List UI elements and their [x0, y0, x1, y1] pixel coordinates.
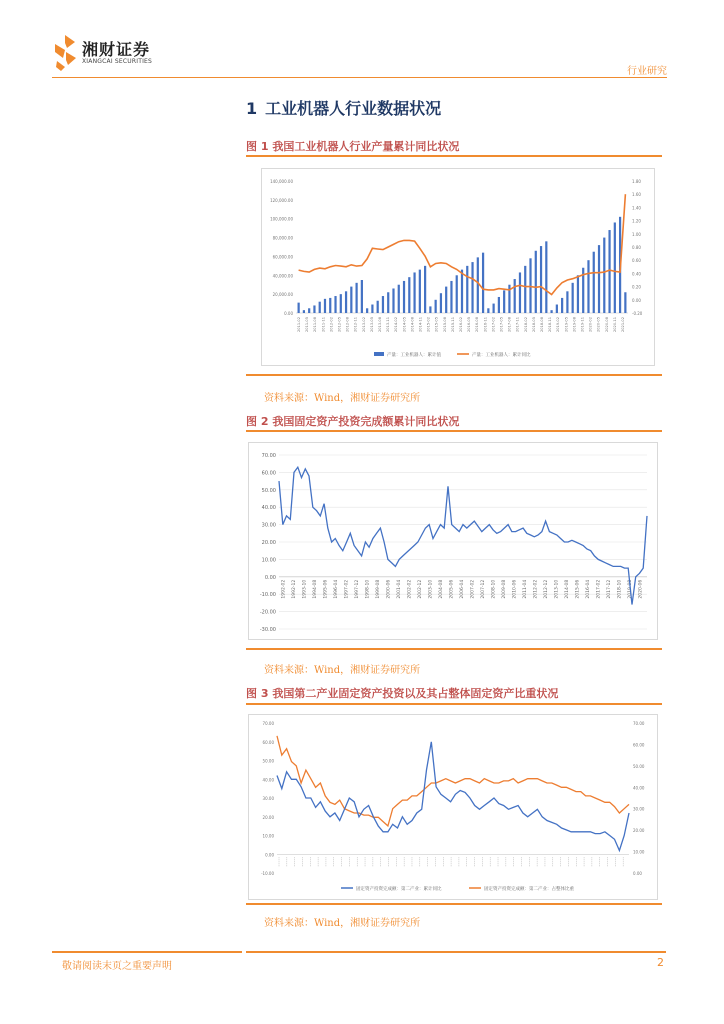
y-axis-tick-label: 50.00	[261, 487, 276, 494]
bar	[445, 287, 447, 313]
x-axis-tick-label: 2017-12	[607, 579, 613, 599]
bar	[561, 298, 563, 313]
figure-title-text: 我国第二产业固定资产投资以及其占整体固定资产比重状况	[272, 687, 559, 700]
right-axis-tick-label: 30.00	[633, 806, 645, 812]
x-axis-tick-label: 2016-04	[586, 579, 592, 599]
x-axis-tick-label: 2006-04	[460, 579, 465, 599]
bar	[429, 306, 431, 313]
bar	[514, 279, 516, 313]
x-axis-tick-label: 2019-08	[572, 317, 577, 333]
x-axis-tick-label: 2012-02	[533, 579, 539, 599]
x-axis-tick-label: 2017-02	[596, 579, 602, 599]
section-number: 1	[246, 99, 258, 118]
figure-number: 3	[260, 687, 269, 700]
x-axis-tick-label: 2019-05	[564, 317, 569, 333]
x-axis-tick-label: 2019-02	[556, 317, 561, 333]
x-axis-tick-label: 1992-12	[291, 579, 297, 599]
bar	[382, 296, 384, 313]
page-number: 2	[657, 956, 664, 969]
bar	[355, 283, 357, 313]
x-axis-tick-label: 2017-05	[499, 317, 504, 333]
x-axis-tick-label: 2015-02	[426, 317, 431, 333]
right-axis-tick-label: 0.40	[632, 271, 641, 277]
bar	[324, 299, 326, 313]
x-axis-tick-label: 2018-08	[539, 317, 544, 333]
x-axis-tick-label: 2015-06	[575, 579, 581, 599]
legend-label: 产量：工业机器人：累计同比	[472, 353, 531, 358]
chart-3-frame	[248, 714, 658, 900]
chart-2	[249, 443, 657, 639]
x-axis-tick-label: 2012-08	[345, 317, 350, 333]
x-axis-tick-label: 2014-11	[418, 317, 423, 333]
bar	[303, 310, 305, 313]
right-axis-tick-label: 10.00	[633, 849, 645, 855]
header-divider	[52, 77, 667, 78]
y-axis-tick-label: 0.00	[264, 574, 276, 581]
bar	[408, 277, 410, 313]
x-axis-tick-label: 2000-06	[386, 579, 392, 599]
bar	[371, 305, 373, 313]
figure-1-title	[246, 138, 459, 154]
y-axis-tick-label: -10.00	[259, 592, 276, 599]
bar	[450, 281, 452, 313]
x-axis-tick-label: 1994-08	[312, 579, 318, 599]
bar	[566, 291, 568, 313]
x-axis-tick-label: 2016-11	[483, 317, 488, 333]
x-axis-tick-label: 2014-05	[402, 317, 407, 333]
bar	[403, 281, 405, 313]
x-axis-tick-label: 1999-08	[375, 579, 381, 599]
bar	[624, 292, 626, 313]
bar	[319, 302, 321, 313]
x-axis-tick-label: 2011-11	[321, 317, 326, 333]
x-axis-tick-label: 2013-02	[361, 317, 366, 333]
left-axis-tick-label: 100,000.00	[270, 216, 293, 222]
bar	[524, 266, 526, 313]
x-axis-tick-label: 2015-05	[434, 317, 439, 333]
report-category: 行业研究	[627, 66, 667, 77]
left-axis-tick-label: 0.00	[265, 852, 274, 858]
section-title-text: 工业机器人行业数据状况	[265, 99, 442, 118]
figure-3-title	[246, 685, 558, 701]
x-axis-tick-label: 2017-02	[491, 317, 496, 333]
x-axis-tick-label: 2010-06	[512, 579, 518, 599]
x-axis-tick-label: 2018-02	[523, 317, 528, 333]
x-axis-tick-label: 2014-08	[410, 317, 415, 333]
bar	[398, 285, 400, 313]
figure-label: 图	[246, 415, 257, 428]
footer-disclaimer: 敬请阅读末页之重要声明	[62, 961, 172, 972]
x-axis-tick-label: 2019-11	[580, 317, 585, 333]
bar	[377, 301, 379, 313]
bar	[440, 293, 442, 313]
x-axis-tick-label: 1997-02	[344, 579, 350, 599]
x-axis-tick-label: 2013-05	[369, 317, 374, 333]
x-axis-tick-label: 2011-04	[523, 579, 529, 599]
right-axis-tick-label: 1.40	[632, 205, 641, 211]
bar	[298, 303, 300, 313]
left-axis-tick-label: 60.00	[262, 739, 274, 745]
bar	[519, 272, 521, 313]
figure-1-rule-top	[246, 155, 662, 157]
x-axis-tick-label: 2020-11	[612, 317, 617, 333]
bar	[424, 266, 426, 313]
x-axis-tick-label: 2011-02	[297, 317, 302, 333]
x-axis-tick-label: 2009-08	[502, 579, 508, 599]
x-axis-tick-label: 2020-06	[638, 579, 644, 599]
bar	[313, 305, 315, 313]
x-axis-tick-label: 2015-11	[450, 317, 455, 333]
x-axis-tick-label: 2011-08	[313, 317, 318, 333]
bar	[603, 238, 605, 313]
left-axis-tick-label: 40.00	[262, 777, 274, 783]
legend-label: 产量：工业机器人：累计值	[387, 353, 441, 358]
figure-2-source: 资料来源：Wind，湘财证券研究所	[264, 665, 421, 676]
bar	[487, 308, 489, 313]
y-axis-tick-label: 70.00	[261, 453, 276, 459]
bar	[387, 292, 389, 313]
bar	[361, 280, 363, 313]
y-axis-tick-label: -30.00	[259, 627, 276, 633]
chart-1	[262, 169, 654, 365]
left-axis-tick-label: 140,000.00	[270, 179, 293, 184]
x-axis-tick-label: 2018-05	[531, 317, 536, 333]
x-axis-tick-label: 2014-08	[565, 579, 571, 599]
figure-3-source: 资料来源：Wind，湘财证券研究所	[264, 918, 421, 929]
left-axis-tick-label: 40,000.00	[272, 273, 293, 279]
x-axis-tick-label: 2017-08	[507, 317, 512, 333]
x-axis-tick-label: 2020-05	[596, 317, 601, 333]
x-axis-tick-label: 2012-05	[337, 317, 342, 333]
footer-divider-right	[246, 951, 666, 953]
footer-divider-left	[52, 951, 242, 953]
y-axis-tick-label: 10.00	[261, 557, 276, 564]
y-axis-tick-label: 40.00	[261, 505, 276, 512]
bar	[529, 258, 531, 313]
x-axis-tick-label: 2002-12	[417, 579, 423, 599]
bar	[614, 222, 616, 313]
bar	[498, 297, 500, 313]
x-axis-tick-label: 2005-06	[449, 579, 455, 599]
bar	[466, 266, 468, 313]
figure-title-text: 我国工业机器人行业产量累计同比状况	[272, 140, 460, 153]
figure-3-rule-top	[246, 703, 662, 705]
company-name-en: XIANGCAI SECURITIES	[82, 58, 153, 65]
bar	[435, 300, 437, 313]
right-axis-tick-label: 1.60	[632, 192, 641, 198]
left-axis-tick-label: 60,000.00	[272, 254, 293, 260]
figure-label: 图	[246, 140, 257, 153]
right-axis-tick-label: 20.00	[633, 828, 645, 834]
bar	[308, 308, 310, 313]
bar	[587, 260, 589, 313]
chart-2-frame	[248, 442, 658, 640]
company-logo-mark	[52, 34, 78, 72]
bar	[503, 290, 505, 313]
x-axis-tick-label: 1998-10	[365, 579, 371, 599]
x-axis-tick-label: 1997-12	[354, 579, 360, 599]
figure-2-rule-bottom	[246, 648, 662, 650]
x-axis-tick-label: 2008-10	[491, 579, 497, 599]
left-axis-tick-label: 20.00	[262, 814, 274, 820]
legend-swatch-bars	[374, 352, 384, 356]
bar	[413, 272, 415, 313]
left-axis-tick-label: 50.00	[262, 758, 274, 764]
x-axis-tick-label: 2020-08	[604, 317, 609, 333]
y-axis-tick-label: 60.00	[261, 470, 276, 477]
x-axis-tick-label: 2013-08	[378, 317, 383, 333]
bar	[329, 298, 331, 313]
section-title	[246, 96, 441, 119]
bar	[461, 270, 463, 313]
bar	[598, 245, 600, 313]
legend-label: 固定资产投资完成额：第二产业：累计同比	[356, 887, 442, 892]
bar	[345, 291, 347, 313]
x-axis-tick-label: 1992-02	[281, 579, 287, 599]
x-axis-tick-label: 2007-12	[481, 579, 487, 599]
x-axis-tick-label: 2015-08	[442, 317, 447, 333]
chart-3	[249, 715, 657, 899]
bar	[477, 257, 479, 313]
y-axis-tick-label: 30.00	[261, 522, 276, 529]
right-axis-tick-label: 60.00	[633, 742, 645, 748]
x-axis-tick-label: 2016-02	[459, 317, 463, 333]
x-axis-tick-label: 2018-11	[548, 317, 553, 333]
left-axis-tick-label: 0.00	[284, 311, 293, 316]
x-axis-tick-label: 2021-02	[620, 317, 625, 333]
bar	[350, 287, 352, 313]
bar	[366, 308, 368, 313]
bar	[577, 275, 579, 313]
x-axis-tick-label: 1996-04	[333, 579, 339, 599]
bar	[340, 294, 342, 313]
x-axis-tick-label: 2013-11	[386, 317, 391, 333]
left-axis-tick-label: 80,000.00	[272, 235, 293, 241]
figure-1-rule-bottom	[246, 374, 662, 376]
bar	[572, 283, 574, 313]
y-axis-tick-label: -20.00	[259, 609, 276, 616]
left-axis-tick-label: 30.00	[262, 796, 274, 801]
bar	[471, 262, 473, 313]
x-axis-tick-label: 2012-02	[329, 317, 334, 333]
left-axis-tick-label: 70.00	[262, 721, 274, 726]
bar	[456, 275, 458, 313]
figure-3-rule-bottom	[246, 903, 662, 905]
x-axis-tick-label: 2011-05	[305, 317, 310, 333]
x-axis-tick-label: 2012-12	[544, 579, 550, 599]
figure-number: 2	[260, 415, 269, 428]
bar	[482, 253, 484, 313]
right-axis-tick-label: 0.20	[632, 284, 641, 290]
x-axis-tick-label: 2020-02	[588, 317, 593, 333]
right-axis-tick-label: 1.20	[632, 218, 641, 224]
bar	[550, 310, 552, 313]
x-axis-tick-label: 2007-02	[470, 579, 476, 599]
left-axis-tick-label: -10.00	[261, 871, 274, 876]
right-axis-tick-label: 0.00	[632, 297, 641, 303]
series-line-growth	[277, 742, 629, 851]
x-axis-tick-label: 2018-10	[617, 579, 623, 599]
left-axis-tick-label: 120,000.00	[270, 197, 293, 203]
bar	[556, 305, 558, 313]
figure-1-source: 资料来源：Wind，湘财证券研究所	[264, 393, 421, 404]
right-axis-tick-label: 0.80	[632, 245, 641, 250]
right-axis-tick-label: -0.20	[632, 311, 643, 316]
right-axis-tick-label: 70.00	[633, 721, 645, 726]
left-axis-tick-label: 10.00	[262, 833, 274, 839]
right-axis-tick-label: 1.80	[632, 179, 641, 184]
y-axis-tick-label: 20.00	[261, 540, 276, 546]
x-axis-tick-label: 2016-05	[467, 317, 472, 333]
x-axis-tick-label: 2017-11	[515, 317, 520, 333]
bar	[540, 246, 542, 313]
figure-label: 图	[246, 687, 257, 700]
series-line-share	[277, 736, 629, 826]
x-axis-tick-label: 2016-08	[475, 317, 480, 333]
right-axis-tick-label: 40.00	[633, 785, 645, 791]
right-axis-tick-label: 1.00	[632, 231, 641, 237]
x-axis-tick-label: 2002-02	[407, 579, 413, 599]
right-axis-tick-label: 0.60	[632, 258, 641, 264]
x-axis-tick-label: 2001-04	[396, 579, 402, 599]
left-axis-tick-label: 20,000.00	[272, 292, 293, 298]
figure-2-title	[246, 413, 459, 429]
bar	[535, 251, 537, 313]
bar	[608, 230, 610, 313]
x-axis-tick-label: 2014-02	[394, 317, 399, 333]
figure-title-text: 我国固定资产投资完成额累计同比状况	[272, 415, 460, 428]
x-axis-tick-label: 2012-11	[353, 317, 358, 333]
x-axis-tick-label: 2004-08	[438, 579, 444, 599]
bar	[334, 296, 336, 313]
x-axis-tick-label: 1993-10	[302, 579, 308, 599]
x-axis-tick-label: 1995-06	[323, 579, 329, 599]
x-axis-tick-label: 2013-10	[554, 579, 560, 599]
bar	[493, 304, 495, 313]
bar	[593, 252, 595, 313]
x-axis-tick-label: 2003-10	[428, 579, 434, 599]
bar	[419, 270, 421, 313]
chart-1-frame	[261, 168, 655, 366]
figure-number: 1	[260, 140, 269, 153]
legend-label: 固定资产投资完成额：第二产业：占整体比重	[484, 887, 574, 892]
bar	[392, 288, 394, 313]
x-axis-tick-label: 2019-08	[628, 579, 634, 599]
bar	[545, 241, 547, 313]
right-axis-tick-label: 0.00	[633, 871, 642, 876]
right-axis-tick-label: 50.00	[633, 763, 645, 769]
figure-2-rule-top	[246, 430, 662, 432]
company-name: 湘财证券	[82, 40, 151, 59]
